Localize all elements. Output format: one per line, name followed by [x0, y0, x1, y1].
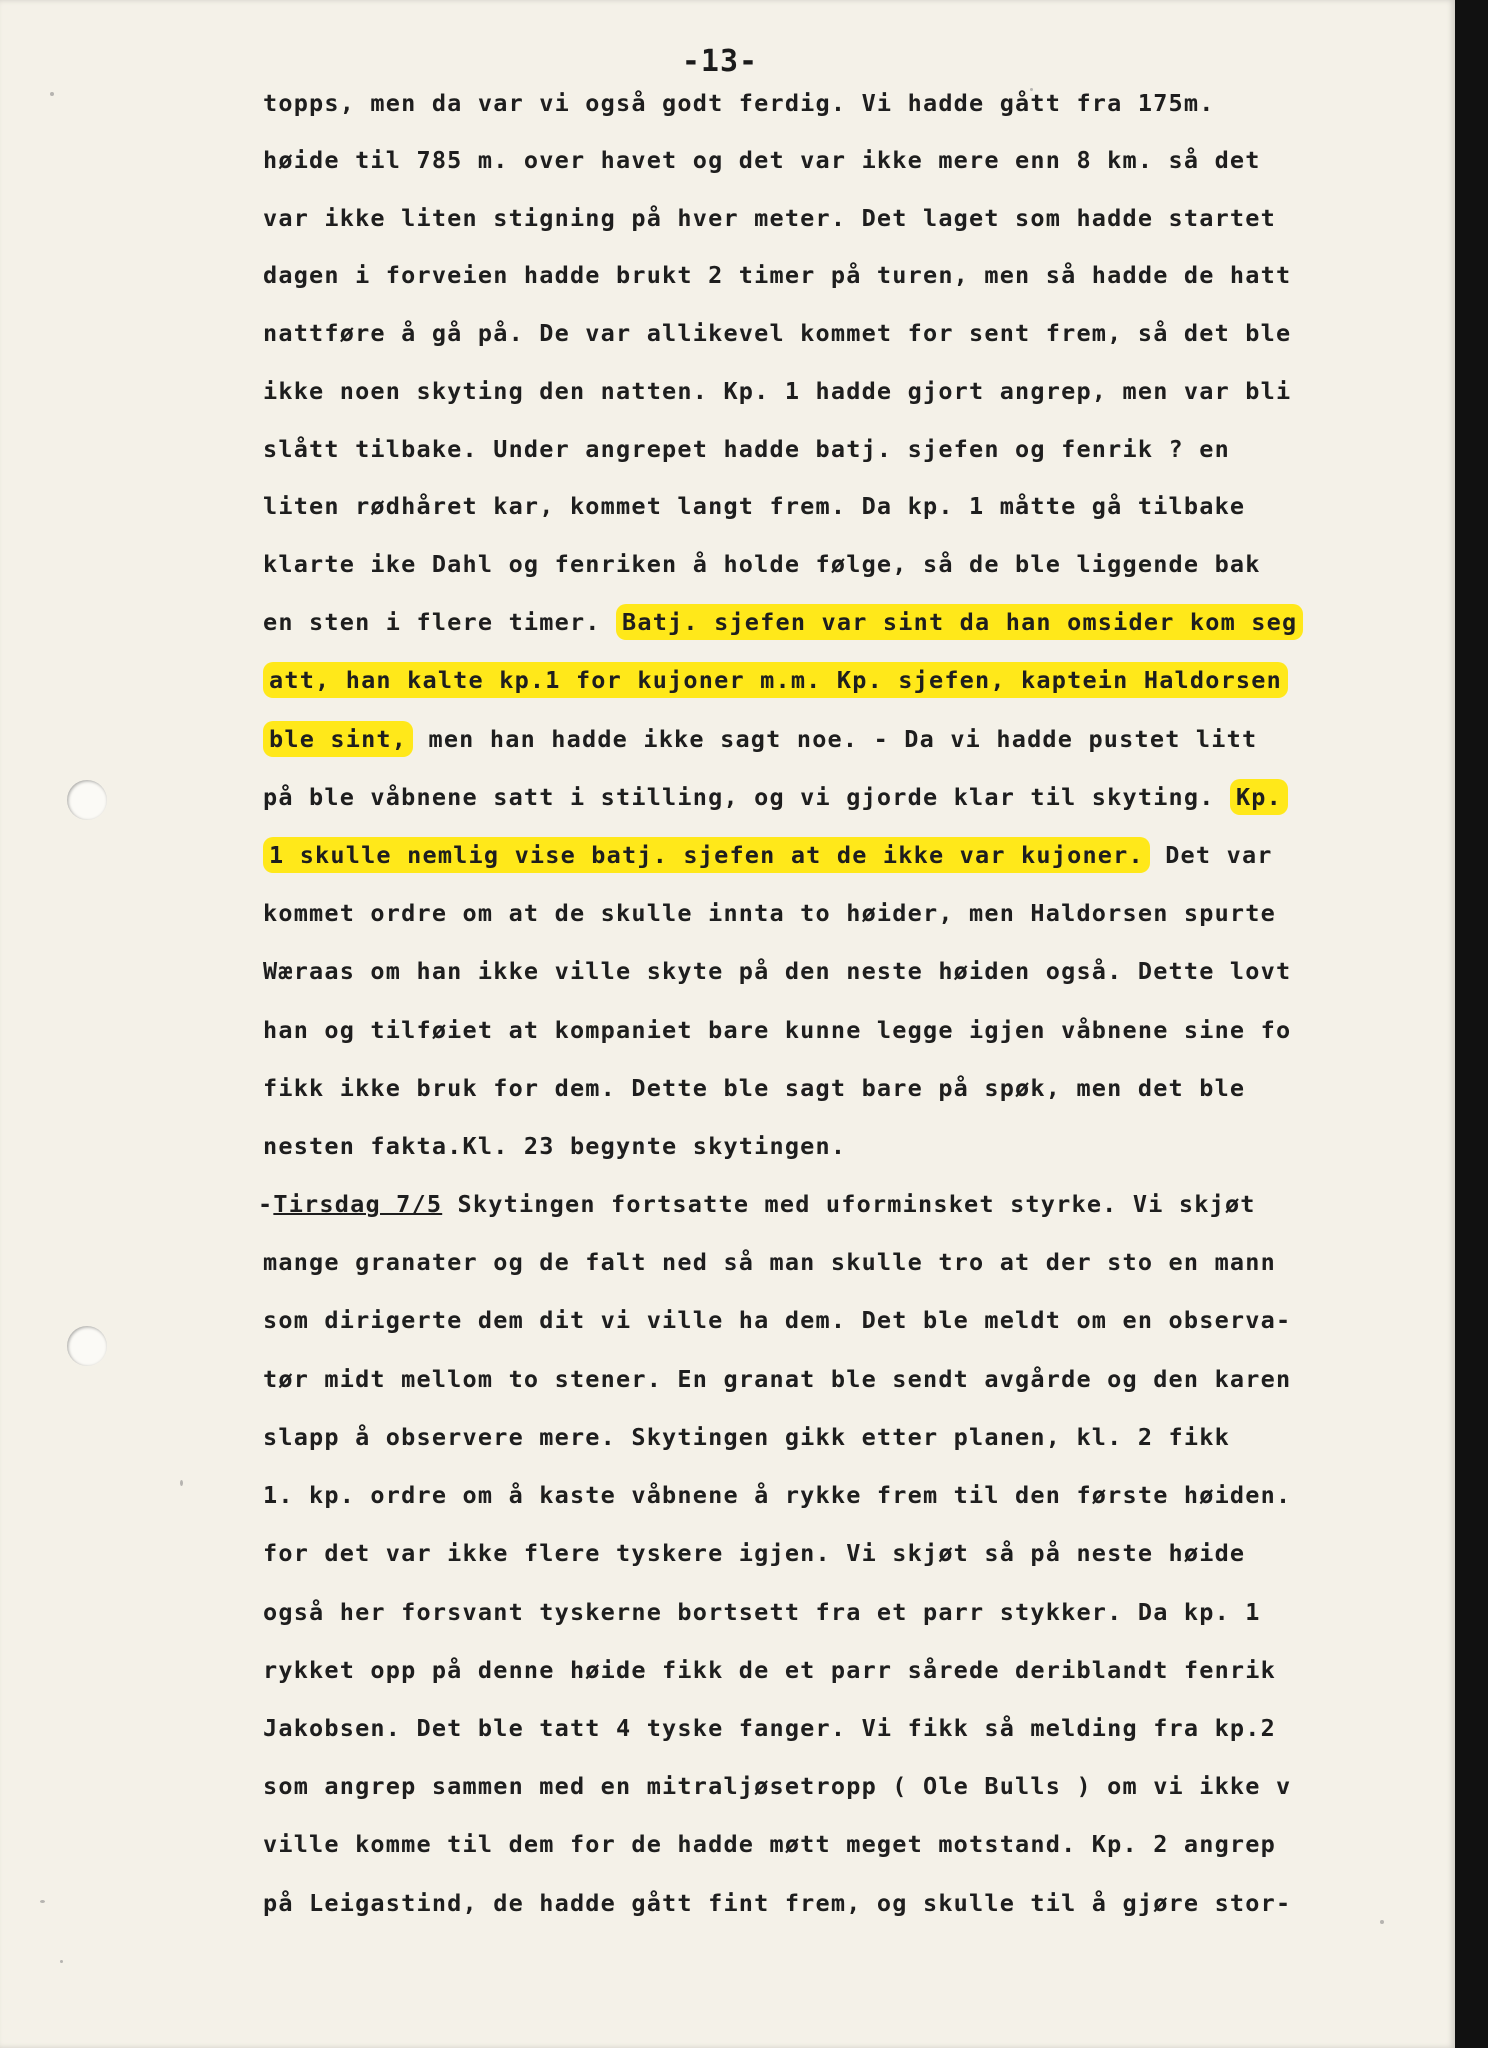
text-line	[263, 259, 1291, 291]
text-line	[263, 1770, 1291, 1802]
text-line	[263, 1712, 1276, 1744]
text-line	[263, 1537, 1245, 1569]
text-segment: på Leigastind, de hadde gått fint frem, og skulle til å gjøre stor-	[263, 1889, 1292, 1917]
text-line	[258, 1188, 1256, 1220]
text-segment: liten rødhåret kar, kommet langt frem. Da kp. 1 måtte gå tilbake	[263, 492, 1246, 520]
text-segment: -	[258, 1190, 274, 1218]
text-segment: høide til 785 m. over havet og det var ikke mere enn 8 km. så det	[263, 146, 1261, 174]
text-line	[263, 955, 1291, 987]
text-line	[263, 317, 1291, 349]
text-segment: kommet ordre om at de skulle innta to høider, men Haldorsen spurte	[263, 899, 1276, 927]
text-segment: for det var ikke flere tyskere igjen. Vi skjøt så på neste høide	[263, 1539, 1246, 1567]
text-segment: dagen i forveien hadde brukt 2 timer på turen, men så hadde de hatt	[263, 261, 1292, 289]
text-segment: Jakobsen. Det ble tatt 4 tyske fanger. Vi fikk så melding fra kp.2	[263, 1714, 1276, 1742]
text-line	[263, 1304, 1291, 1336]
text-segment: på ble våbnene satt i stilling, og vi gjorde klar til skyting.	[263, 783, 1230, 811]
text-segment: Det var	[1149, 841, 1273, 869]
text-line	[263, 202, 1276, 234]
text-segment: klarte ike Dahl og fenriken å holde følge, så de ble liggende bak	[263, 550, 1261, 578]
text-line	[263, 490, 1245, 522]
highlighted-text: ble sint,	[263, 721, 413, 757]
text-line	[263, 1828, 1276, 1860]
highlighted-text: 1 skulle nemlig vise batj. sjefen at de ikke var kujoner.	[263, 837, 1150, 873]
text-segment: han og tilføiet at kompaniet bare kunne legge igjen våbnene sine fo	[263, 1016, 1292, 1044]
text-line	[263, 1654, 1276, 1686]
scan-edge	[1455, 0, 1488, 2048]
highlighted-text: att, han kalte kp.1 for kujoner m.m. Kp. sjefen, kaptein Haldorsen	[263, 662, 1288, 698]
text-line	[263, 1596, 1261, 1628]
text-line	[263, 375, 1291, 407]
text-line	[263, 1130, 846, 1162]
text-segment: tør midt mellom to stener. En granat ble sendt avgårde og den karen	[263, 1365, 1292, 1393]
text-segment: topps, men da var vi også godt ferdig. Vi hadde gått fra 175m.	[263, 89, 1215, 117]
text-segment: også her forsvant tyskerne bortsett fra et parr stykker. Da kp. 1	[263, 1598, 1261, 1626]
text-segment: ikke noen skyting den natten. Kp. 1 hadde gjort angrep, men var bli	[263, 377, 1292, 405]
text-segment: en sten i flere timer.	[263, 608, 617, 636]
highlighted-text: Batj. sjefen var sint da han omsider kom seg	[616, 604, 1303, 640]
text-line	[263, 897, 1276, 929]
underlined-date: Tirsdag 7/5	[273, 1190, 443, 1218]
text-segment: Skytingen fortsatte med uforminsket styrke. Vi skjøt	[442, 1190, 1256, 1218]
page-number: -13-	[681, 44, 759, 79]
text-line	[263, 781, 1288, 813]
text-line	[263, 723, 1257, 755]
text-line	[263, 1363, 1291, 1395]
text-segment: men han hadde ikke sagt noe. - Da vi hadde pustet litt	[413, 725, 1258, 753]
text-segment: Wæraas om han ikke ville skyte på den neste høiden også. Dette lovt	[263, 957, 1292, 985]
text-line	[263, 839, 1273, 871]
text-segment: slapp å observere mere. Skytingen gikk etter planen, kl. 2 fikk	[263, 1423, 1230, 1451]
text-line	[263, 1479, 1291, 1511]
text-line	[263, 664, 1288, 696]
text-segment: rykket opp på denne høide fikk de et parr sårede deriblandt fenrik	[263, 1656, 1276, 1684]
text-segment: nattføre å gå på. De var allikevel kommet for sent frem, så det ble	[263, 319, 1292, 347]
text-segment: mange granater og de falt ned så man skulle tro at der sto en mann	[263, 1248, 1276, 1276]
text-line	[263, 433, 1230, 465]
text-line	[263, 144, 1261, 176]
highlighted-text: Kp.	[1230, 779, 1288, 815]
text-segment: fikk ikke bruk for dem. Dette ble sagt bare på spøk, men det ble	[263, 1074, 1246, 1102]
text-line	[263, 1072, 1245, 1104]
text-segment: som angrep sammen med en mitraljøsetropp ( Ole Bulls ) om vi ikke v	[263, 1772, 1292, 1800]
text-segment: 1. kp. ordre om å kaste våbnene å rykke frem til den første høiden.	[263, 1481, 1292, 1509]
text-line	[263, 1421, 1230, 1453]
text-segment: som dirigerte dem dit vi ville ha dem. Det ble meldt om en observa-	[263, 1306, 1292, 1334]
text-segment: slått tilbake. Under angrepet hadde batj. sjefen og fenrik ? en	[263, 435, 1230, 463]
text-segment: ville komme til dem for de hadde møtt meget motstand. Kp. 2 angrep	[263, 1830, 1276, 1858]
text-line	[263, 606, 1303, 638]
text-segment: var ikke liten stigning på hver meter. Det laget som hadde startet	[263, 204, 1276, 232]
text-line	[263, 87, 1215, 119]
text-line	[263, 1246, 1276, 1278]
text-segment: nesten fakta.Kl. 23 begynte skytingen.	[263, 1132, 847, 1160]
text-line	[263, 1887, 1291, 1919]
text-line	[263, 1014, 1291, 1046]
text-line	[263, 548, 1261, 580]
